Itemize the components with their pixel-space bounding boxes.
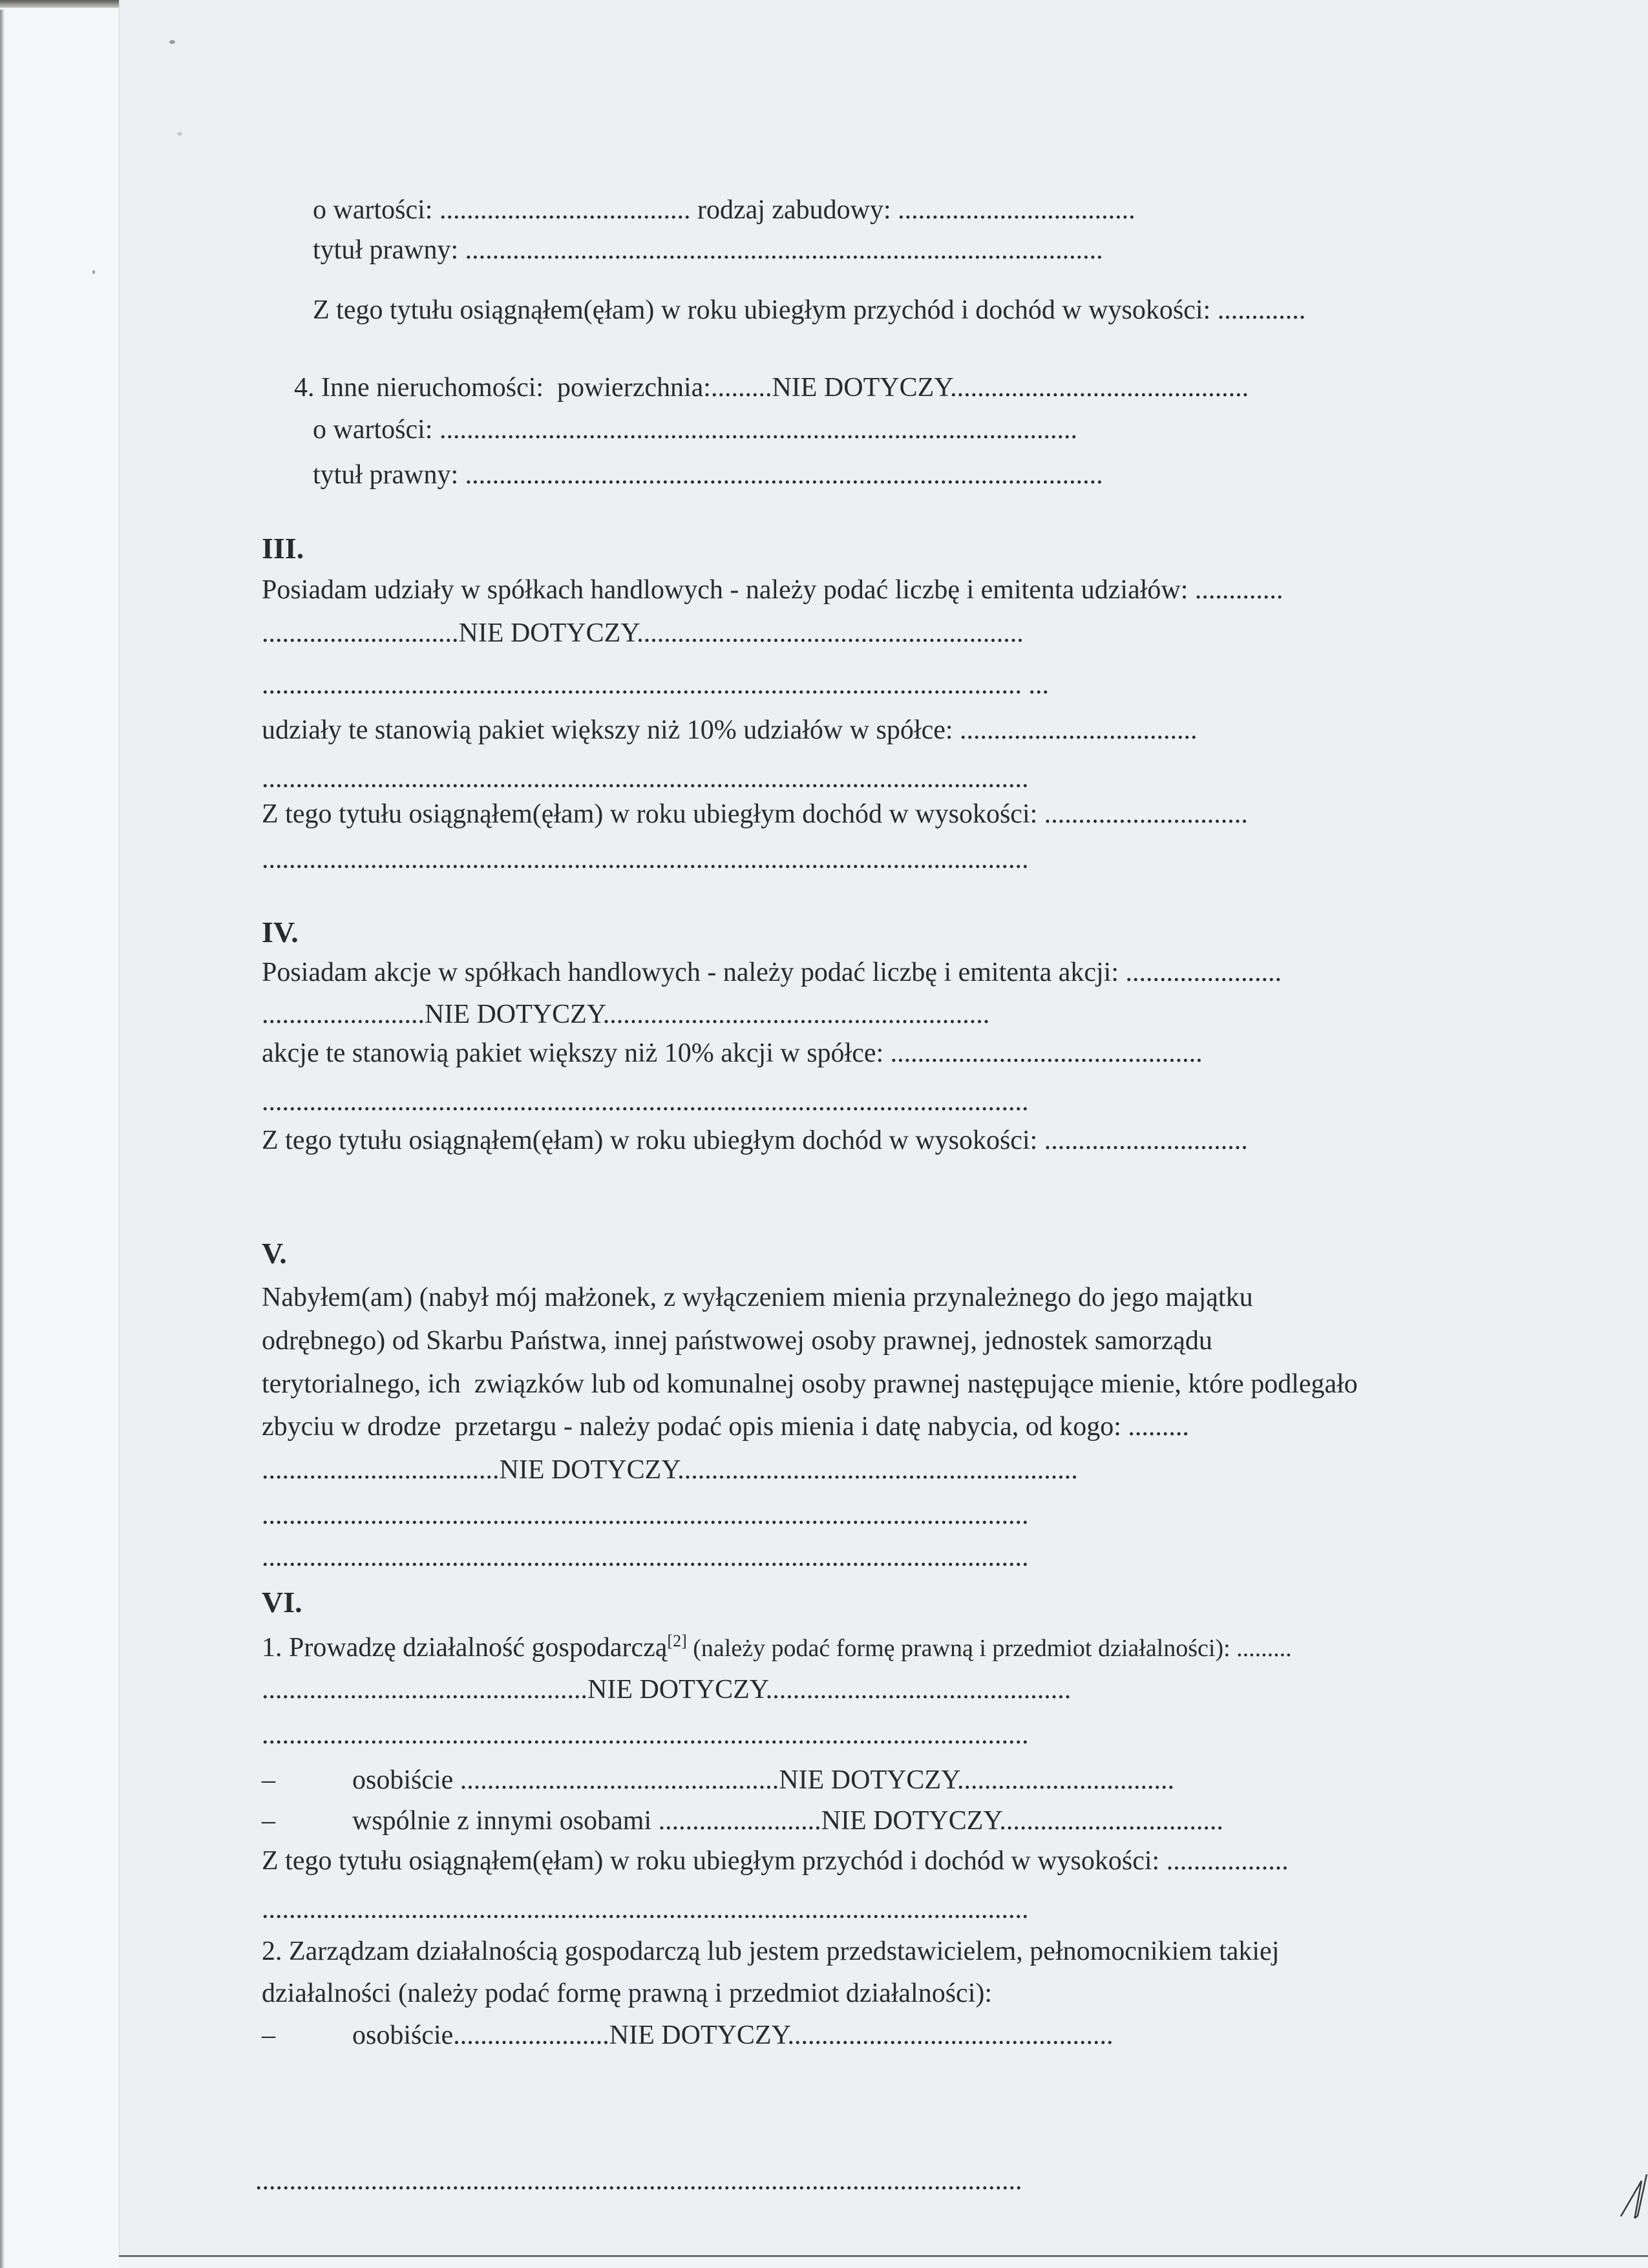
scanner-top-shadow — [0, 0, 120, 8]
business-activity-line — [262, 1632, 1292, 1664]
scanner-margin — [0, 0, 118, 2268]
acquisition-text-line: Nabyłem(am) (nabył mój małżonek, z wyłączeniem mienia przynależnego do jego majątku — [262, 1283, 1253, 1312]
list-dash: – — [262, 2021, 275, 2050]
scan-speck — [177, 132, 182, 136]
stocks-percentage-line: akcje te stanowią pakiet większy niż 10% akcji w spółce: .............................................. — [262, 1038, 1203, 1068]
acquisition-text-line: odrębnego) od Skarbu Państwa, innej państwowej osoby prawnej, jednostek samorządu — [262, 1326, 1212, 1356]
income-line: Z tego tytułu osiągnąłem(ęłam) w roku ubiegłym dochód w wysokości: .............................. — [262, 799, 1248, 829]
blank-fill-line: ................................................................................................................ ... — [262, 670, 1049, 700]
personally-line: osobiście.......................NIE DOTYCZY................................................ — [352, 2021, 1114, 2050]
section-heading-iv: IV. — [262, 916, 299, 949]
shares-percentage-line: udziały te stanowią pakiet większy niż 10% udziałów w spółce: ................................... — [262, 715, 1198, 745]
blank-fill-line: ................................................................................................................. — [262, 764, 1029, 793]
management-line: działalności (należy podać formę prawną i przedmiot działalności): — [262, 1979, 993, 2008]
section-heading-iii: III. — [262, 532, 304, 565]
business-activity-note: (należy podać formę prawną i przedmiot działalności): ......... — [686, 1635, 1292, 1662]
income-line: Z tego tytułu osiągnąłem(ęłam) w roku ubiegłym przychód i dochód w wysokości: .................. — [262, 1846, 1289, 1876]
income-line: Z tego tytułu osiągnąłem(ęłam) w roku ubiegłym dochód w wysokości: .............................. — [262, 1126, 1248, 1155]
section-heading-v: V. — [262, 1237, 287, 1270]
blank-fill-line: ................................................................................................................. — [262, 1895, 1029, 1924]
not-applicable-line: .............................NIE DOTYCZY......................................................... — [262, 618, 1024, 648]
scan-speck — [169, 40, 175, 44]
blank-fill-line: ................................................................................................................. — [262, 1720, 1029, 1750]
personally-line: osobiście ...............................................NIE DOTYCZY................................ — [352, 1765, 1175, 1795]
business-activity-text: 1. Prowadzę działalność gospodarczą — [262, 1633, 668, 1663]
footnote-ref: [2] — [667, 1632, 687, 1650]
value-line: o wartości: .............................................................................................. — [313, 415, 1077, 445]
other-property-line: 4. Inne nieruchomości: powierzchnia:.........NIE DOTYCZY............................................ — [294, 373, 1249, 403]
not-applicable-line: ................................................NIE DOTYCZY............................................. — [262, 1675, 1072, 1705]
handwritten-initial — [1616, 2168, 1648, 2220]
scanner-shadow — [0, 10, 4, 2268]
stocks-line: Posiadam akcje w spółkach handlowych - należy podać liczbę i emitenta akcji: ....................... — [262, 958, 1282, 987]
blank-fill-line: ................................................................................................................. — [262, 1087, 1029, 1117]
blank-fill-line: ................................................................................................................. — [262, 1542, 1029, 1572]
not-applicable-line: ........................NIE DOTYCZY......................................................... — [262, 1000, 990, 1029]
shares-line: Posiadam udziały w spółkach handlowych - należy podać liczbę i emitenta udziałów: ............. — [262, 575, 1284, 605]
jointly-line: wspólnie z innymi osobami ........................NIE DOTYCZY................................. — [352, 1806, 1223, 1836]
value-line: o wartości: ..................................... rodzaj zabudowy: ................................... — [313, 195, 1136, 225]
list-dash: – — [262, 1806, 275, 1836]
blank-fill-line: ................................................................................................................. — [255, 2166, 1022, 2196]
income-line: Z tego tytułu osiągnąłem(ęłam) w roku ubiegłym przychód i dochód w wysokości: ............. — [313, 295, 1306, 325]
scan-speck — [92, 270, 95, 274]
blank-fill-line: ................................................................................................................. — [262, 1500, 1029, 1530]
scanner-bed — [119, 2257, 1648, 2268]
acquisition-text-line: terytorialnego, ich związków lub od komunalnej osoby prawnej następujące mienie, które podlegało — [262, 1369, 1358, 1399]
blank-fill-line: ................................................................................................................. — [262, 845, 1029, 874]
legal-title-line: tytuł prawny: .............................................................................................. — [313, 460, 1103, 490]
legal-title-line: tytuł prawny: .............................................................................................. — [313, 235, 1103, 265]
not-applicable-line: ...................................NIE DOTYCZY........................................................... — [262, 1455, 1078, 1485]
list-dash: – — [262, 1765, 275, 1795]
acquisition-text-line: zbyciu w drodze przetargu - należy podać opis mienia i datę nabycia, od kogo: ......... — [262, 1412, 1189, 1442]
section-heading-vi: VI. — [262, 1586, 302, 1619]
management-line: 2. Zarządzam działalnością gospodarczą lub jestem przedstawicielem, pełnomocnikiem takiej — [262, 1937, 1280, 1966]
